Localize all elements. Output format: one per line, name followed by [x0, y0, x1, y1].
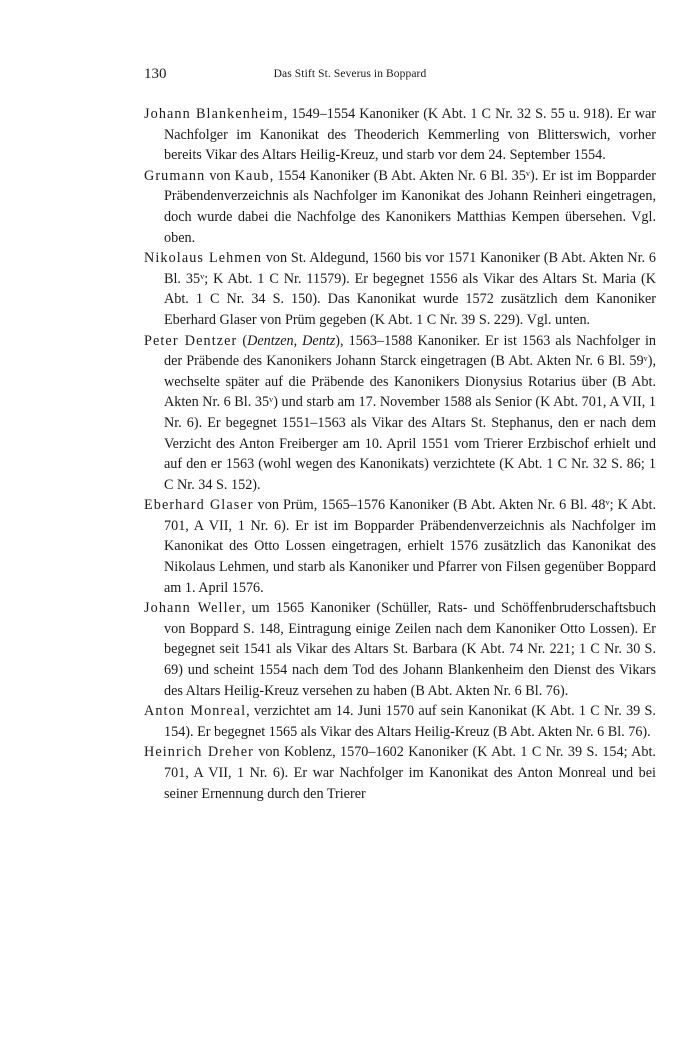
entry-name-variants: Dentzen, Dentz	[247, 332, 336, 349]
entry	[144, 598, 656, 701]
entry	[144, 495, 656, 598]
entry	[144, 166, 656, 248]
page-number: 130	[144, 66, 167, 82]
entry-name: Heinrich Dreher	[144, 744, 254, 761]
entry-text: , verzichtet am 14. Juni 1570 auf sein Kanonikat (K Abt. 1 C Nr. 39 S. 154). Er begegnet 1565 als Vikar des Altars Heilig-Kreuz (B Abt. Akten Nr. 6 Bl. 76).	[164, 703, 656, 740]
entry-name: Johann Blankenheim	[144, 106, 284, 122]
entry-text: , 1549–1554 Kanoniker (K Abt. 1 C Nr. 32 S. 55 u. 918). Er war Nachfolger im Kanonikat des Theoderich Kemmerling von Blitterswich, vorher bereits Vikar des Altars Heilig-Kreuz, und starb vor dem 24. September 1554.	[164, 106, 656, 164]
entry-name-place: Kaub	[234, 167, 270, 184]
entry-text: , um 1565 Kanoniker (Schüller, Rats- und Schöffenbruderschaftsbuch von Boppard S. 148, Eintragung einige Zeilen nach dem Kanoniker Otto Lossen). Er begegnet seit 1541 als Vikar des Altars St. Barbara (K Abt. 74 Nr. 221; 1 C Nr. 30 S. 69) und scheint 1554 nach dem Tod des Johann Blankenheim den Dienst des Vikars des Altars Heilig-Kreuz versehen zu haben (B Abt. Akten Nr. 6 Bl. 76).	[164, 600, 656, 699]
entry: Peter Dentzer (Dentzen, Dentz), 1563–1588 Kanoniker. Er ist 1563 als Nachfolger in der Präbende des Kanonikers Johann Starck eingetragen (B Abt. Akten Nr. 6 Bl. 59ᵛ), wechselte später auf die Präbende des Kanonikers Dionysius Rotarius über (B Abt. Akten Nr. 6 Bl. 35ᵛ) und starb am 17. November 1588 als Senior (K Abt. 701, A VII, 1 Nr. 6). Er begegnet 1551–1563 als Vikar des Altars St. Stephanus, den er nach dem Verzicht des Anton Freiberger am 10. April 1551 vom Trierer Erzbischof erhielt und auf den er 1563 (wohl wegen des Kanonikats) verzichtete (K Abt. 1 C Nr. 32 S. 86; 1 C Nr. 34 S. 152).	[144, 332, 657, 493]
entry	[144, 248, 656, 330]
entry	[144, 742, 656, 804]
entry-name: Anton Monreal	[144, 703, 247, 720]
entry-text: , 1554 Kanoniker (B Abt. Akten Nr. 6 Bl. 35ᵛ). Er ist im Bopparder Präbendenverzeichnis als Nachfolger im Kanonikat des Johann Reinheri eingetragen, doch wurde dabei die Nachfolge des Kanonikers Matthias Kempen übersehen. Vgl. oben.	[164, 167, 656, 246]
entry	[144, 104, 656, 166]
entry-list	[144, 104, 656, 804]
entry-name: Eberhard Glaser	[144, 497, 254, 514]
entry-name: Nikolaus Lehmen	[144, 250, 263, 267]
running-title: Das Stift St. Severus in Boppard	[273, 68, 427, 80]
entry-text: , 1563–1588 Kanoniker. Er ist 1563 als Nachfolger in der Präbende des Kanonikers Johann Starck eingetragen (B Abt. Akten Nr. 6 Bl. 59ᵛ), wechselte später auf die Präbende des Kanonikers Dionysius Rotarius über (B Abt. Akten Nr. 6 Bl. 35ᵛ) und starb am 17. November 1588 als Senior (K Abt. 701, A VII, 1 Nr. 6). Er begegnet 1551–1563 als Vikar des Altars St. Stephanus, den er nach dem Verzicht des Anton Freiberger am 10. April 1551 vom Trierer Erzbischof erhielt und auf den er 1563 (wohl wegen des Kanonikats) verzichtete (K Abt. 1 C Nr. 32 S. 86; 1 C Nr. 34 S. 152).	[164, 332, 657, 493]
page-header	[144, 66, 556, 86]
entry-text: von St. Aldegund, 1560 bis vor 1571 Kanoniker (B Abt. Akten Nr. 6 Bl. 35ᵛ; K Abt. 1 C Nr. 11579). Er begegnet 1556 als Vikar des Altars St. Maria (K Abt. 1 C Nr. 34 S. 150). Das Kanonikat wurde 1572 zusätzlich dem Kanoniker Eberhard Glaser von Prüm gegeben (K Abt. 1 C Nr. 39 S. 229). Vgl. unten.	[164, 250, 656, 328]
entry-name: Peter Dentzer	[144, 332, 238, 349]
entry-name: Grumann	[144, 167, 206, 184]
entry-text: von Koblenz, 1570–1602 Kanoniker (K Abt. 1 C Nr. 39 S. 154; Abt. 701, A VII, 1 Nr. 6). Er war Nachfolger im Kanonikat des Anton Monreal und bei seiner Ernennung durch den Trierer	[164, 744, 656, 802]
entry-name: Johann Weller	[144, 600, 242, 617]
entry-text: von Prüm, 1565–1576 Kanoniker (B Abt. Akten Nr. 6 Bl. 48ᵛ; K Abt. 701, A VII, 1 Nr. 6). Er ist im Bopparder Präbendenverzeichnis als Nachfolger im Kanonikat des Otto Lossen eingetragen, erhielt 1576 zusätzlich das Kanonikat des Nikolaus Lehmen, und starb als Kanoniker und Pfarrer von Filsen gegenüber Boppard am 1. April 1576.	[164, 497, 656, 596]
entry	[144, 701, 656, 742]
entry-name-connector: von	[205, 167, 235, 184]
